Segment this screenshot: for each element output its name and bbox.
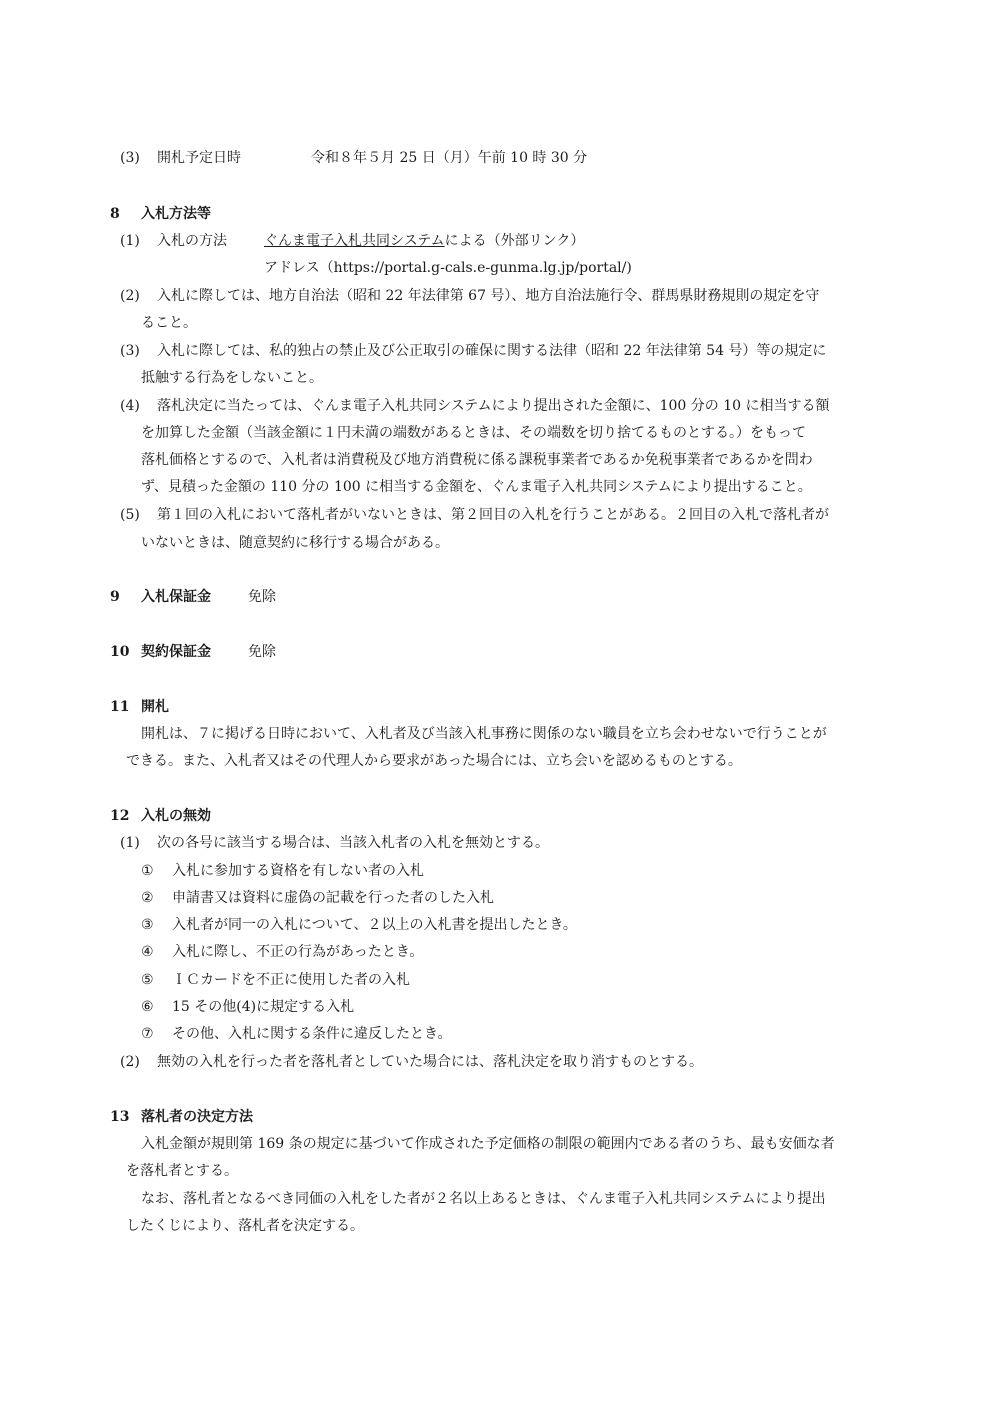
list-marker: ② bbox=[141, 890, 154, 906]
paragraph-line: ること。 bbox=[141, 315, 197, 331]
list-marker: ⑦ bbox=[141, 1026, 154, 1042]
list-item: 入札者が同一の入札について、２以上の入札書を提出したとき。 bbox=[172, 917, 577, 933]
link-suffix: による（外部リンク） bbox=[444, 233, 585, 249]
paragraph-line: 入札に際しては、地方自治法（昭和 22 年法律第 67 号）、地方自治法施行令、群馬県財務規則の規定を守 bbox=[157, 288, 820, 304]
section-number: 10 bbox=[110, 644, 130, 660]
item-number: (2) bbox=[120, 1054, 140, 1070]
list-marker: ③ bbox=[141, 917, 154, 933]
section-number: 9 bbox=[110, 589, 120, 605]
paragraph-line: 入札金額が規則第 169 条の規定に基づいて作成された予定価格の制限の範囲内である者のうち、最も安価な者 bbox=[141, 1136, 835, 1152]
section-value: 免除 bbox=[248, 589, 276, 605]
section-number: 11 bbox=[110, 699, 130, 715]
paragraph-line: 入札に際しては、私的独占の禁止及び公正取引の確保に関する法律（昭和 22 年法律第 54 号）等の規定に bbox=[157, 343, 827, 359]
section-number: 8 bbox=[110, 206, 120, 222]
paragraph-line: 落札価格とするので、入札者は消費税及び地方消費税に係る課税事業者であるか免税事業者であるかを問わ bbox=[141, 452, 813, 468]
paragraph-line: 落札決定に当たっては、ぐんま電子入札共同システムにより提出された金額に、100 分の 10 に相当する額 bbox=[157, 398, 830, 414]
paragraph-line: を落札者とする。 bbox=[126, 1163, 238, 1179]
list-item: 入札に参加する資格を有しない者の入札 bbox=[172, 863, 424, 879]
list-marker: ⑥ bbox=[141, 999, 154, 1015]
paragraph-line: 抵触する行為をしないこと。 bbox=[141, 370, 323, 386]
item-label: 開札予定日時 bbox=[157, 150, 241, 166]
paragraph-line: 無効の入札を行った者を落札者としていた場合には、落札決定を取り消すものとする。 bbox=[157, 1054, 703, 1070]
section-heading: 入札保証金 bbox=[141, 589, 211, 605]
paragraph-line: いないときは、随意契約に移行する場合がある。 bbox=[141, 535, 449, 551]
section-heading: 落札者の決定方法 bbox=[141, 1109, 253, 1125]
list-item: 申請書又は資料に虚偽の記載を行った者のした入札 bbox=[172, 890, 494, 906]
item-number: (3) bbox=[120, 343, 140, 359]
section-heading: 入札方法等 bbox=[141, 206, 211, 222]
list-marker: ① bbox=[141, 863, 154, 879]
list-item: 15 その他(4)に規定する入札 bbox=[172, 999, 355, 1015]
paragraph-line: 次の各号に該当する場合は、当該入札者の入札を無効とする。 bbox=[157, 835, 549, 851]
list-item: その他、入札に関する条件に違反したとき。 bbox=[172, 1026, 452, 1042]
list-marker: ④ bbox=[141, 944, 154, 960]
item-number: (3) bbox=[120, 150, 140, 166]
paragraph-line: したくじにより、落札者を決定する。 bbox=[126, 1218, 364, 1234]
section-heading: 入札の無効 bbox=[141, 808, 211, 824]
item-label: 入札の方法 bbox=[157, 233, 227, 249]
item-value: 令和８年５月 25 日（月）午前 10 時 30 分 bbox=[311, 150, 588, 166]
item-number: (2) bbox=[120, 288, 140, 304]
section-number: 13 bbox=[110, 1109, 130, 1125]
section-heading: 開札 bbox=[141, 699, 169, 715]
section-number: 12 bbox=[110, 808, 130, 824]
item-number: (1) bbox=[120, 835, 140, 851]
section-value: 免除 bbox=[248, 644, 276, 660]
item-number: (5) bbox=[120, 507, 140, 523]
item-number: (1) bbox=[120, 233, 140, 249]
list-marker: ⑤ bbox=[141, 972, 154, 988]
list-item: 入札に際し、不正の行為があったとき。 bbox=[172, 944, 424, 960]
item-value bbox=[264, 231, 584, 251]
list-item: ＩＣカードを不正に使用した者の入札 bbox=[172, 972, 410, 988]
item-number: (4) bbox=[120, 398, 140, 414]
paragraph-line: ず、見積った金額の 110 分の 100 に相当する金額を、ぐんま電子入札共同システムにより提出すること。 bbox=[141, 479, 812, 495]
paragraph-line: できる。また、入札者又はその代理人から要求があった場合には、立ち会いを認めるものとする。 bbox=[126, 753, 742, 769]
paragraph-line: を加算した金額（当該金額に１円未満の端数があるときは、その端数を切り捨てるものとする。）をもって bbox=[141, 425, 806, 441]
paragraph-line: 開札は、７に掲げる日時において、入札者及び当該入札事務に関係のない職員を立ち会わせないで行うことが bbox=[141, 726, 827, 742]
paragraph-line: なお、落札者となるべき同価の入札をした者が２名以上あるときは、ぐんま電子入札共同システムにより提出 bbox=[141, 1191, 826, 1207]
external-link[interactable]: ぐんま電子入札共同システム bbox=[264, 233, 445, 249]
section-heading: 契約保証金 bbox=[141, 644, 211, 660]
address-text: アドレス（https://portal.g-cals.e-gunma.lg.jp/portal/) bbox=[264, 260, 632, 276]
paragraph-line: 第１回の入札において落札者がいないときは、第２回目の入札を行うことがある。２回目の入札で落札者が bbox=[157, 507, 829, 523]
